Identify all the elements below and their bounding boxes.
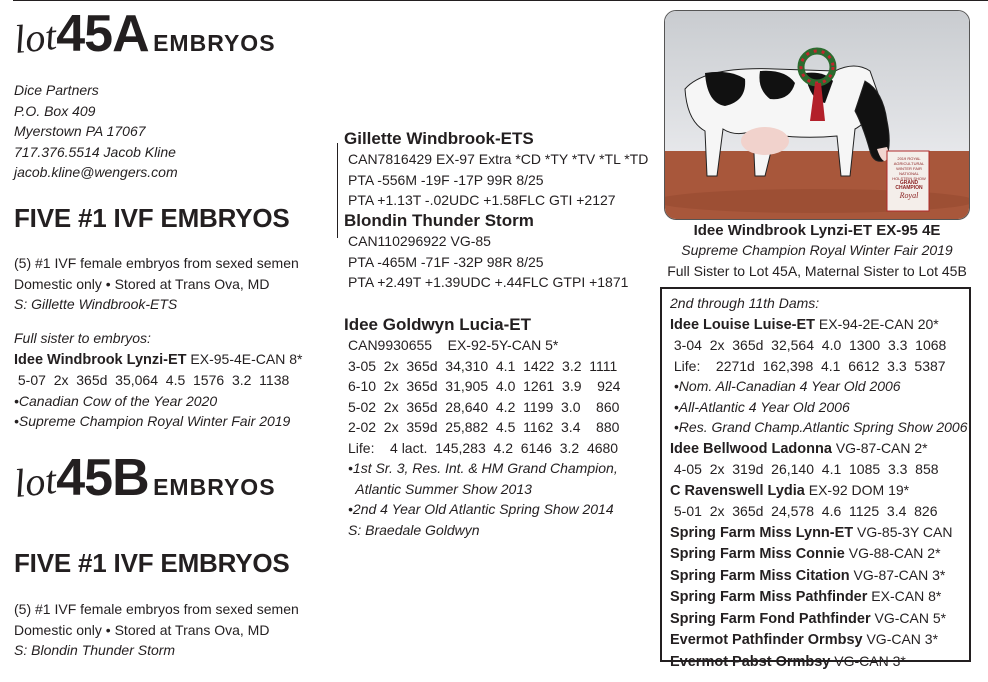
dam-entry-class: VG-87-CAN 3* (849, 566, 946, 583)
dam-entry-note: •All-Atlantic 4 Year Old 2006 (670, 398, 850, 415)
sire-detail: CAN110296922 VG-85 (348, 233, 491, 249)
dam-sire: S: Braedale Goldwyn (348, 521, 480, 538)
dam-record: 6-10 2x 365d 31,905 4.0 1261 3.9 924 (348, 378, 621, 394)
lot-word: lot (11, 456, 59, 507)
caption-award: Supreme Champion Royal Winter Fair 2019 (681, 242, 953, 258)
cow-photo (664, 10, 970, 220)
dam-entry (670, 480, 969, 502)
consignor-address: P.O. Box 409 (14, 102, 96, 119)
dams-title: 2nd through 11th Dams: (670, 295, 820, 311)
dam-entry (670, 629, 969, 651)
lot-word: lot (11, 12, 59, 63)
section-a-heading: FIVE #1 IVF EMBRYOS (14, 203, 290, 233)
embryo-description: (5) #1 IVF female embryos from sexed semen (14, 601, 299, 617)
sire-detail: PTA -465M -71F -32P 98R 8/25 (348, 253, 544, 270)
embryo-storage: Domestic only • Stored at Trans Ova, MD (14, 275, 270, 292)
photo-caption (664, 222, 970, 281)
lot-suffix: A (112, 5, 149, 63)
sire-detail: PTA +2.49T +1.39UDC +.44FLC GTPI +1871 (348, 274, 629, 290)
dam-entry-name: Spring Farm Miss Lynn-ET (670, 524, 854, 541)
full-sister-note: •Supreme Champion Royal Winter Fair 2019 (14, 413, 291, 429)
consignor-phone: 717.376.5514 Jacob Kline (14, 143, 176, 160)
dam-record: 3-05 2x 365d 34,310 4.1 1422 3.2 1111 (348, 357, 618, 374)
dam-entry-class: EX-94-2E-CAN 20* (815, 315, 939, 332)
dam-entry (670, 565, 969, 587)
dams-box (660, 287, 971, 670)
dam-name: Idee Goldwyn Lucia-ET (344, 315, 532, 334)
dam-entry (670, 314, 969, 336)
lot-45a-header (11, 5, 276, 63)
dam-entry (670, 438, 969, 460)
dam-entry-name: Spring Farm Miss Connie (670, 546, 845, 562)
dam-entry-name: C Ravenswell Lydia (670, 482, 805, 499)
section-b-details (14, 599, 299, 661)
dam-entry-record: 3-04 2x 365d 32,564 4.0 1300 3.3 1068 (670, 337, 947, 353)
dam-entry-note: •Res. Grand Champ.Atlantic Spring Show 2006 (670, 419, 968, 435)
dams-list (662, 289, 969, 672)
dam-record: 2-02 2x 359d 25,882 4.5 1162 3.4 880 (348, 419, 620, 435)
dam-record: 5-02 2x 365d 28,640 4.2 1199 3.0 860 (348, 398, 620, 415)
dam-entry-record: 5-01 2x 365d 24,578 4.6 1125 3.4 826 (670, 503, 938, 519)
dam-note: •1st Sr. 3, Res. Int. & HM Grand Champion, (348, 460, 618, 476)
section-a-details (14, 253, 299, 315)
dam-entry-name: Spring Farm Fond Pathfinder (670, 610, 871, 627)
dam-entry (670, 651, 969, 673)
dam-entry-record: Life: 2271d 162,398 4.1 6612 3.3 5387 (670, 357, 946, 374)
dam-entry-class: EX-92 DOM 19* (804, 481, 910, 498)
vertical-divider (337, 143, 338, 238)
caption-name: Idee Windbrook Lynzi-ET EX-95 4E (693, 222, 941, 239)
section-b-heading: FIVE #1 IVF EMBRYOS (14, 548, 290, 578)
lot-45b-header (11, 449, 276, 507)
dam-entry (670, 543, 969, 565)
sire-detail: PTA -556M -19F -17P 99R 8/25 (348, 171, 544, 188)
banner-text: 2019 ROYAL AGRICULTURAL WINTER FAIR NATIONAL HOLSTEIN SHOW GRAND CHAMPION Royal (892, 156, 926, 200)
dam-entry-name: Evermot Pabst Ormbsy (670, 653, 831, 670)
lot-embryos-label: EMBRYOS (153, 30, 276, 56)
caption-relationship: Full Sister to Lot 45A, Maternal Sister to Lot 45B (667, 262, 967, 279)
dam-entry-class: VG-88-CAN 2* (844, 545, 941, 561)
dam-entry-class: VG-CAN 3* (830, 652, 906, 669)
full-sister-block (14, 328, 302, 432)
consignor-city: Myerstown PA 17067 (14, 123, 146, 139)
dam-entry-record: 4-05 2x 319d 26,140 4.1 1085 3.3 858 (670, 461, 939, 477)
dam-entry (670, 608, 969, 630)
sire-detail: PTA +1.13T -.02UDC +1.58FLC GTI +2127 (348, 192, 616, 208)
dam-entry-class: VG-85-3Y CAN (853, 523, 953, 540)
dam-entry-name: Idee Bellwood Ladonna (670, 440, 832, 457)
sire-name: Blondin Thunder Storm (344, 211, 534, 230)
sire-blondin-block (344, 210, 628, 293)
dam-entry-name: Idee Louise Luise-ET (670, 316, 816, 333)
full-sister-name: Idee Windbrook Lynzi-ET (14, 351, 187, 368)
dam-entry-note: •Nom. All-Canadian 4 Year Old 2006 (670, 378, 901, 394)
sire-name: Gillette Windbrook-ETS (344, 129, 534, 148)
dam-note: Atlantic Summer Show 2013 (348, 480, 532, 497)
dam-entry-class: VG-CAN 5* (870, 609, 947, 626)
lot-embryos-label: EMBRYOS (153, 474, 276, 500)
full-sister-record: 5-07 2x 365d 35,064 4.5 1576 3.2 1138 (14, 372, 290, 388)
dam-entry-name: Spring Farm Miss Citation (670, 567, 850, 584)
consignor-name: Dice Partners (14, 82, 99, 98)
embryo-storage: Domestic only • Stored at Trans Ova, MD (14, 621, 270, 638)
dam-id: CAN9930655 EX-92-5Y-CAN 5* (348, 337, 559, 353)
sire-detail: CAN7816429 EX-97 Extra *CD *TY *TV *TL *TD (348, 151, 649, 167)
sire-gillette-block (344, 128, 648, 211)
dam-entry (670, 586, 969, 608)
full-sister-label: Full sister to embryos: (14, 330, 151, 346)
dam-entry-class: VG-87-CAN 2* (831, 439, 928, 456)
dam-entry-name: Spring Farm Miss Pathfinder (670, 589, 868, 605)
dam-entry-class: EX-CAN 8* (867, 588, 942, 604)
lot-number: 45 (56, 5, 113, 63)
full-sister-note: •Canadian Cow of the Year 2020 (14, 392, 218, 409)
full-sister-class: EX-95-4E-CAN 8* (186, 350, 303, 367)
embryo-sire: S: Blondin Thunder Storm (14, 642, 176, 658)
dam-entry (670, 522, 969, 544)
dam-lucia-block (344, 314, 620, 540)
consignor-email: jacob.kline@wengers.com (14, 164, 178, 180)
lot-number: 45 (56, 449, 113, 507)
dam-entry-class: VG-CAN 3* (862, 631, 939, 647)
lot-suffix: B (112, 449, 149, 507)
dam-entry-name: Evermot Pathfinder Ormbsy (670, 632, 863, 648)
embryo-sire: S: Gillette Windbrook-ETS (14, 296, 178, 312)
top-rule (13, 0, 988, 1)
dam-record: Life: 4 lact. 145,283 4.2 6146 3.2 4680 (348, 439, 619, 456)
dam-note: •2nd 4 Year Old Atlantic Spring Show 2014 (348, 501, 614, 517)
embryo-description: (5) #1 IVF female embryos from sexed semen (14, 255, 299, 271)
consignor-block (14, 80, 178, 183)
